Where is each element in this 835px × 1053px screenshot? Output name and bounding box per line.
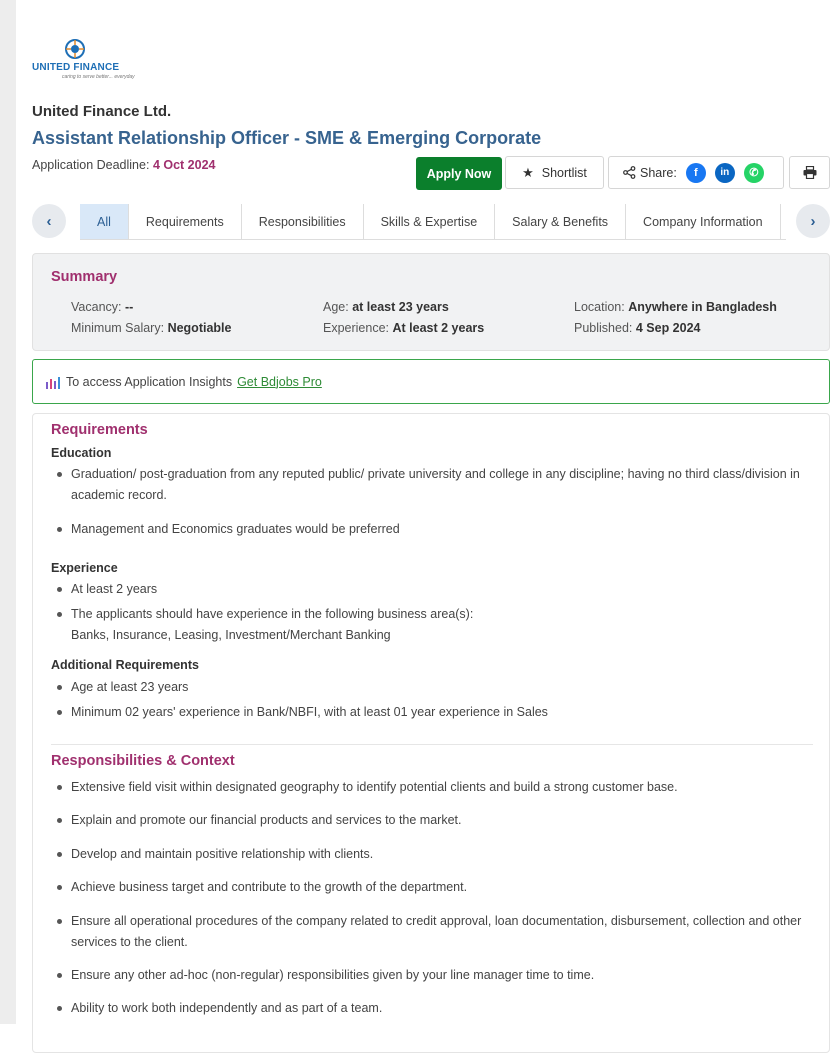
tab-requirements[interactable]: Requirements: [129, 204, 242, 239]
location-value: Anywhere in Bangladesh: [628, 300, 777, 314]
chevron-right-icon: ›: [810, 212, 816, 230]
tabs-bar: [32, 204, 830, 240]
experience-label: Experience:: [323, 321, 390, 335]
tabs-scroll-left-button[interactable]: [32, 204, 66, 238]
logo-mark-icon: [64, 38, 86, 60]
min-salary-label: Minimum Salary:: [71, 321, 165, 335]
tabs-scroll-right-button[interactable]: [796, 204, 830, 238]
list-item: Age at least 23 years: [71, 677, 816, 698]
print-button[interactable]: [789, 156, 830, 189]
published-value: 4 Sep 2024: [635, 321, 701, 335]
whatsapp-icon[interactable]: ✆: [744, 163, 764, 183]
summary-title: Summary: [51, 269, 118, 285]
insights-chart-icon: [45, 375, 61, 389]
left-rail: [0, 0, 16, 1024]
list-item: [71, 604, 816, 646]
tab-list: [80, 204, 786, 240]
list-item: Minimum 02 years' experience in Bank/NBFI, with at least 01 year experience in Sales: [71, 702, 816, 723]
published-label: Published:: [574, 321, 633, 335]
tab-all[interactable]: All: [80, 204, 129, 239]
responsibilities-title: Responsibilities & Context: [51, 753, 235, 769]
age-label: Age:: [323, 300, 349, 314]
deadline-label: Application Deadline:: [32, 158, 150, 172]
linkedin-icon[interactable]: in: [715, 163, 735, 183]
shortlist-button[interactable]: [505, 156, 604, 189]
tab-skills-expertise[interactable]: Skills & Expertise: [364, 204, 496, 239]
apply-now-button[interactable]: Apply Now: [416, 157, 502, 190]
tab-company-information[interactable]: Company Information: [626, 204, 781, 239]
list-item: Ensure all operational procedures of the company related to credit approval, loan documentation, disbursement, collection and other services to the client.: [71, 911, 816, 953]
company-name: United Finance Ltd.: [32, 103, 172, 120]
list-item: Ability to work both independently and as part of a team.: [71, 998, 816, 1019]
get-bdjobs-pro-link[interactable]: Get Bdjobs Pro: [237, 374, 322, 389]
summary-experience: [323, 321, 484, 335]
list-item: Extensive field visit within designated geography to identify potential clients and build a strong customer base.: [71, 777, 816, 798]
requirements-title: Requirements: [51, 422, 148, 438]
chevron-left-icon: ‹: [46, 212, 52, 230]
share-label: Share:: [640, 165, 677, 180]
list-item: Management and Economics graduates would be preferred: [71, 519, 816, 540]
job-details-card: [32, 413, 830, 1053]
vacancy-value: --: [124, 300, 134, 314]
logo-tagline: caring to serve better... everyday: [62, 74, 135, 80]
age-value: at least 23 years: [352, 300, 449, 314]
summary-min-salary: [71, 321, 231, 335]
tab-salary-benefits[interactable]: Salary & Benefits: [495, 204, 626, 239]
list-item: Explain and promote our financial products and services to the market.: [71, 810, 816, 831]
tab-responsibilities[interactable]: Responsibilities: [242, 204, 364, 239]
logo-brand-text: UNITED FINANCE: [32, 62, 120, 73]
printer-icon: [803, 166, 817, 179]
company-logo: [32, 38, 135, 82]
location-label: Location:: [574, 300, 625, 314]
experience-value: At least 2 years: [392, 321, 485, 335]
experience-title: Experience: [51, 561, 118, 575]
application-insights-banner: [32, 359, 830, 404]
section-divider: [51, 744, 813, 745]
list-item: Graduation/ post-graduation from any reputed public/ private university and college in any discipline; having no third class/division in academic record.: [71, 464, 816, 506]
summary-panel: [32, 253, 830, 351]
summary-published: [574, 321, 701, 335]
facebook-icon[interactable]: f: [686, 163, 706, 183]
job-title: Assistant Relationship Officer - SME & Emerging Corporate: [32, 128, 542, 148]
additional-requirements-title: Additional Requirements: [51, 658, 199, 672]
share-icon: [623, 166, 636, 179]
summary-vacancy: [71, 300, 133, 314]
vacancy-label: Vacancy:: [71, 300, 122, 314]
education-title: Education: [51, 446, 112, 460]
experience-areas-intro: The applicants should have experience in the following business area(s):: [71, 607, 474, 621]
summary-age: [323, 300, 449, 314]
star-icon: ★: [522, 164, 534, 180]
insights-text: To access Application Insights: [66, 374, 233, 389]
deadline-date: 4 Oct 2024: [152, 158, 216, 172]
share-box: [608, 156, 784, 189]
list-item: Achieve business target and contribute to the growth of the department.: [71, 877, 816, 898]
min-salary-value: Negotiable: [167, 321, 232, 335]
summary-location: [574, 300, 777, 314]
list-item: At least 2 years: [71, 579, 816, 600]
experience-areas: Banks, Insurance, Leasing, Investment/Merchant Banking: [71, 628, 391, 642]
application-deadline: [32, 158, 215, 172]
list-item: Ensure any other ad-hoc (non-regular) responsibilities given by your line manager time to time.: [71, 965, 816, 986]
shortlist-label: Shortlist: [541, 165, 587, 180]
list-item: Develop and maintain positive relationship with clients.: [71, 844, 816, 865]
